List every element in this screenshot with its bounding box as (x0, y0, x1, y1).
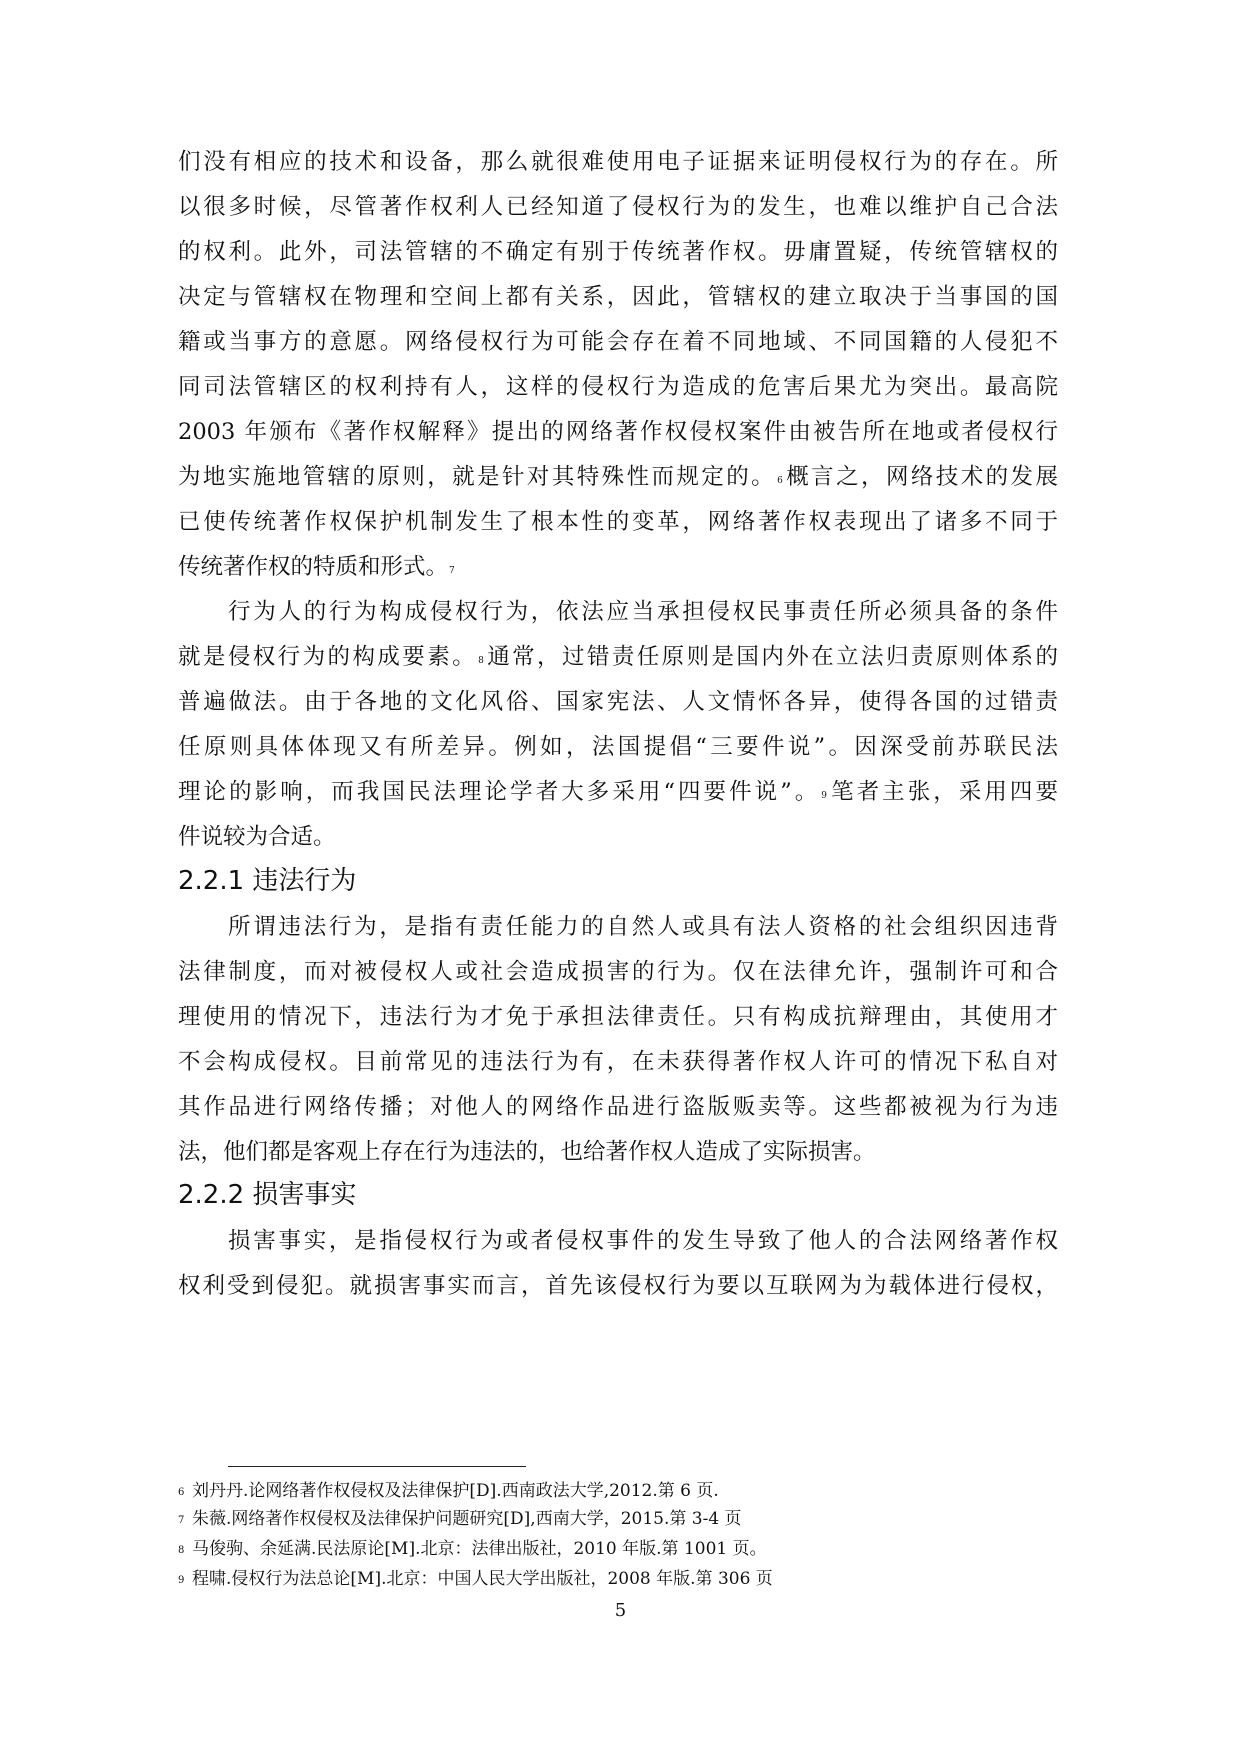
footnote-mark: 7 (449, 566, 455, 576)
page-number: 5 (614, 1600, 627, 1621)
body-line: 籍或当事方的意愿。网络侵权行为可能会存在着不同地域、不同国籍的人侵犯不 (178, 329, 1058, 355)
body-text: 通常，过错责任原则是国内外在立法归责原则体系的 (484, 644, 1058, 670)
body-line: 们没有相应的技术和设备，那么就很难使用电子证据来证明侵权行为的存在。所 (178, 149, 1058, 175)
body-line: 任原则具体体现又有所差异。例如，法国提倡“三要件说”。因深受前苏联民法 (178, 734, 1058, 760)
body-line: 理使用的情况下，违法行为才免于承担法律责任。只有构成抗辩理由，其使用才 (178, 1004, 1058, 1030)
footnote-mark: 6 (777, 476, 783, 486)
section-heading: 2.2.2 损害事实 (178, 1180, 357, 1210)
body-line: 以很多时候，尽管著作权利人已经知道了侵权行为的发生，也难以维护自己合法 (178, 194, 1058, 220)
footnote-text: 朱薇.网络著作权侵权及法律保护问题研究[D],西南大学，2015.第 3-4 页 (192, 1509, 742, 1529)
body-text: 理论的影响，而我国民法理论学者大多采用“四要件说”。 (178, 779, 821, 805)
body-line: 2003 年颁布《著作权解释》提出的网络著作权侵权案件由被告所在地或者侵权行 (178, 419, 1058, 445)
body-line: 不会构成侵权。目前常见的违法行为有，在未获得著作权人许可的情况下私自对 (178, 1049, 1058, 1075)
body-line (178, 777, 1058, 807)
body-line (178, 462, 1058, 492)
body-line (178, 642, 1058, 672)
footnote-mark: 8 (478, 656, 484, 666)
section-heading: 2.2.1 违法行为 (178, 866, 357, 896)
body-text: 笔者主张，采用四要 (828, 779, 1058, 805)
body-text: 传统著作权的特质和形式。 (178, 554, 449, 580)
body-line: 同司法管辖区的权利持有人，这样的侵权行为造成的危害后果尤为突出。最高院 (178, 374, 1058, 400)
body-text: 为地实施地管辖的原则，就是针对其特殊性而规定的。 (178, 464, 777, 490)
body-line: 的权利。此外，司法管辖的不确定有别于传统著作权。毋庸置疑，传统管辖权的 (178, 239, 1058, 265)
footnote-number: 9 (178, 1575, 185, 1586)
footnote (178, 1538, 767, 1560)
body-line: 决定与管辖权在物理和空间上都有关系，因此，管辖权的建立取决于当事国的国 (178, 284, 1058, 310)
body-text: 概言之，网络技术的发展 (783, 464, 1058, 490)
footnote-number: 7 (178, 1515, 185, 1526)
footnote-number: 8 (178, 1545, 185, 1556)
footnote-number: 6 (178, 1487, 185, 1498)
footnote-text: 刘丹丹.论网络著作权侵权及法律保护[D].西南政法大学,2012.第 6 页. (192, 1481, 719, 1501)
body-line: 损害事实，是指侵权行为或者侵权事件的发生导致了他人的合法网络著作权 (228, 1228, 1058, 1254)
body-text: 就是侵权行为的构成要素。 (178, 644, 478, 670)
body-line: 权利受到侵犯。就损害事实而言，首先该侵权行为要以互联网为为载体进行侵权， (178, 1273, 1058, 1299)
footnote (178, 1480, 719, 1502)
footnote-separator (228, 1466, 526, 1467)
body-line: 其作品进行网络传播；对他人的网络作品进行盗版贩卖等。这些都被视为行为违 (178, 1094, 1058, 1120)
footnote-mark: 9 (821, 791, 828, 801)
body-line: 件说较为合适。 (178, 824, 336, 850)
footnote (178, 1508, 742, 1530)
body-line: 行为人的行为构成侵权行为，依法应当承担侵权民事责任所必须具备的条件 (228, 599, 1058, 625)
body-line (178, 552, 1058, 582)
footnote (178, 1568, 773, 1590)
body-line: 已使传统著作权保护机制发生了根本性的变革，网络著作权表现出了诸多不同于 (178, 509, 1058, 535)
footnote-text: 马俊驹、余延满.民法原论[M].北京：法律出版社，2010 年版.第 1001 页。 (192, 1539, 767, 1559)
body-line: 法，他们都是客观上存在行为违法的，也给著作权人造成了实际损害。 (178, 1139, 876, 1165)
footnote-text: 程啸.侵权行为法总论[M].北京：中国人民大学出版社，2008 年版.第 306 页 (192, 1569, 773, 1589)
body-line: 普遍做法。由于各地的文化风俗、国家宪法、人文情怀各异，使得各国的过错责 (178, 689, 1058, 715)
body-line: 法律制度，而对被侵权人或社会造成损害的行为。仅在法律允许，强制许可和合 (178, 959, 1058, 985)
body-line: 所谓违法行为，是指有责任能力的自然人或具有法人资格的社会组织因违背 (228, 914, 1058, 940)
